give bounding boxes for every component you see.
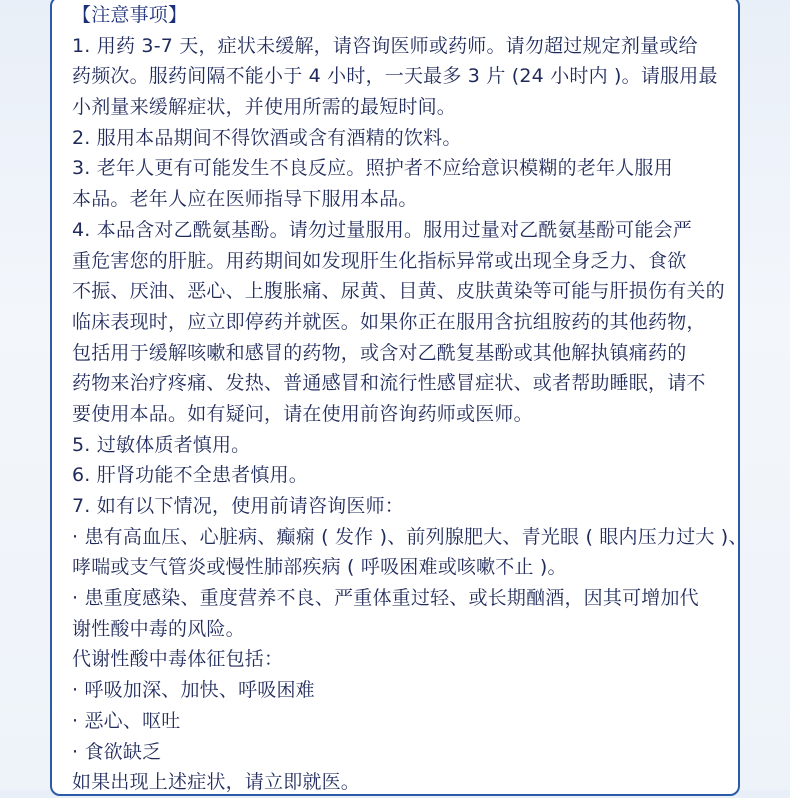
notice-line: 2. 服用本品期间不得饮酒或含有酒精的饮料。 <box>72 126 462 149</box>
notice-line: 3. 老年人更有可能发生不良反应。照护者不应给意识模糊的老年人服用 <box>72 157 673 180</box>
notice-content <box>72 0 748 798</box>
notice-line: 小剂量来缓解症状，并使用所需的最短时间。 <box>72 96 457 119</box>
notice-line: 包括用于缓解咳嗽和感冒的药物，或含对乙酰复基酚或其他解执镇痛药的 <box>72 341 687 364</box>
notice-line: 1. 用药 3-7 天，症状未缓解，请咨询医师或药师。请勿超过规定剂量或给 <box>72 34 698 57</box>
notice-line: · 患有高血压、心脏病、癫痫 ( 发作 )、前列腺肥大、青光眼 ( 眼内压力过大 )、 <box>72 525 748 548</box>
notice-line: · 患重度感染、重度营养不良、严重体重过轻、或长期酗酒，因其可增加代 <box>72 587 699 610</box>
notice-line: 谢性酸中毒的风险。 <box>72 617 245 640</box>
notice-line: · 食欲缺乏 <box>72 740 162 763</box>
notice-line: 要使用本品。如有疑问，请在使用前咨询药师或医师。 <box>72 402 533 425</box>
notice-line: 药频次。服药间隔不能小于 4 小时，一天最多 3 片 (24 小时内 )。请服用最 <box>72 65 718 88</box>
notice-line: 5. 过敏体质者慎用。 <box>72 433 251 456</box>
notice-line: 重危害您的肝脏。用药期间如发现肝生化指标异常或出现全身乏力、食欲 <box>72 249 687 272</box>
notice-line: 药物来治疗疼痛、发热、普通感冒和流行性感冒症状、或者帮助睡眠，请不 <box>72 372 706 395</box>
notice-line: 不振、厌油、恶心、上腹胀痛、尿黄、目黄、皮肤黄染等可能与肝损伤有关的 <box>72 280 725 303</box>
notice-line: 本品。老年人应在医师指导下服用本品。 <box>72 188 418 211</box>
notice-lines <box>72 31 748 798</box>
notice-line: 临床表现时，应立即停药并就医。如果你正在服用含抗组胺药的其他药物， <box>72 310 706 333</box>
notice-line: 哮喘或支气管炎或慢性肺部疾病 ( 呼吸困难或咳嗽不止 )。 <box>72 556 567 579</box>
notice-line: 如果出现上述症状，请立即就医。 <box>72 771 361 794</box>
notice-line: 7. 如有以下情况，使用前请咨询医师： <box>72 495 404 517</box>
notice-line: · 恶心、呕吐 <box>72 709 181 732</box>
notice-title: 【注意事项】 <box>72 4 188 26</box>
notice-line: 6. 肝肾功能不全患者慎用。 <box>72 464 308 487</box>
notice-line: 4. 本品含对乙酰氨基酚。请勿过量服用。服用过量对乙酰氨基酚可能会严 <box>72 218 692 241</box>
notice-line: · 呼吸加深、加快、呼吸困难 <box>72 679 315 702</box>
notice-line: 代谢性酸中毒体征包括： <box>72 648 284 671</box>
